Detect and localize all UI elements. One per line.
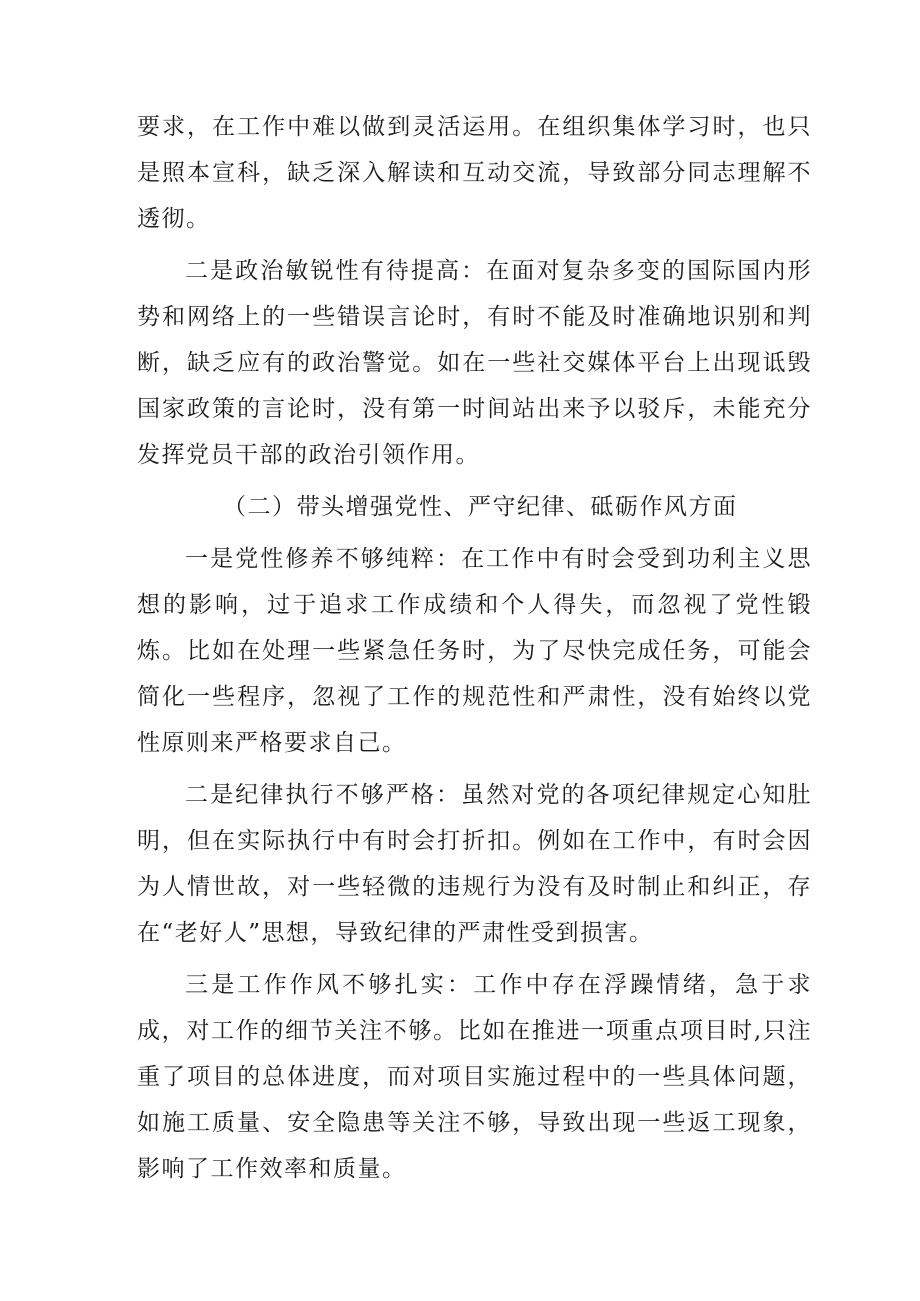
section-heading: （二）带头增强党性、严守纪律、砥砺作风方面 <box>223 494 738 520</box>
paragraph-party-spirit: 一是党性修养不够纯粹：在工作中有时会受到功利主义思想的影响，过于追求工作成绩和个人得失，而忽视了党性锻炼。比如在处理一些紧急任务时，为了尽快完成任务，可能会简化一些程序，忽视了工作的规范性和严肃性，没有始终以党性原则来严格要求自己。 <box>137 546 812 756</box>
paragraph-work-style: 三是工作作风不够扎实：工作中存在浮躁情绪，急于求成，对工作的细节关注不够。比如在推进一项重点项目时,只注重了项目的总体进度，而对项目实施过程中的一些具体问题，如施工质量、安全隐患等关注不够，导致出现一些返工现象，影响了工作效率和质量。 <box>137 972 812 1182</box>
paragraph-discipline: 二是纪律执行不够严格：虽然对党的各项纪律规定心知肚明，但在实际执行中有时会打折扣。例如在工作中，有时会因为人情世故，对一些轻微的违规行为没有及时制止和纠正，存在“老好人”思想，导致纪律的严肃性受到损害。 <box>137 782 812 946</box>
paragraph-political-sensitivity: 二是政治敏锐性有待提高：在面对复杂多变的国际国内形势和网络上的一些错误言论时，有时不能及时准确地识别和判断，缺乏应有的政治警觉。如在一些社交媒体平台上出现诋毁国家政策的言论时，没有第一时间站出来予以驳斥，未能充分发挥党员干部的政治引领作用。 <box>137 258 812 468</box>
paragraph-continued: 要求，在工作中难以做到灵活运用。在组织集体学习时，也只是照本宣科，缺乏深入解读和互动交流，导致部分同志理解不透彻。 <box>137 114 812 232</box>
